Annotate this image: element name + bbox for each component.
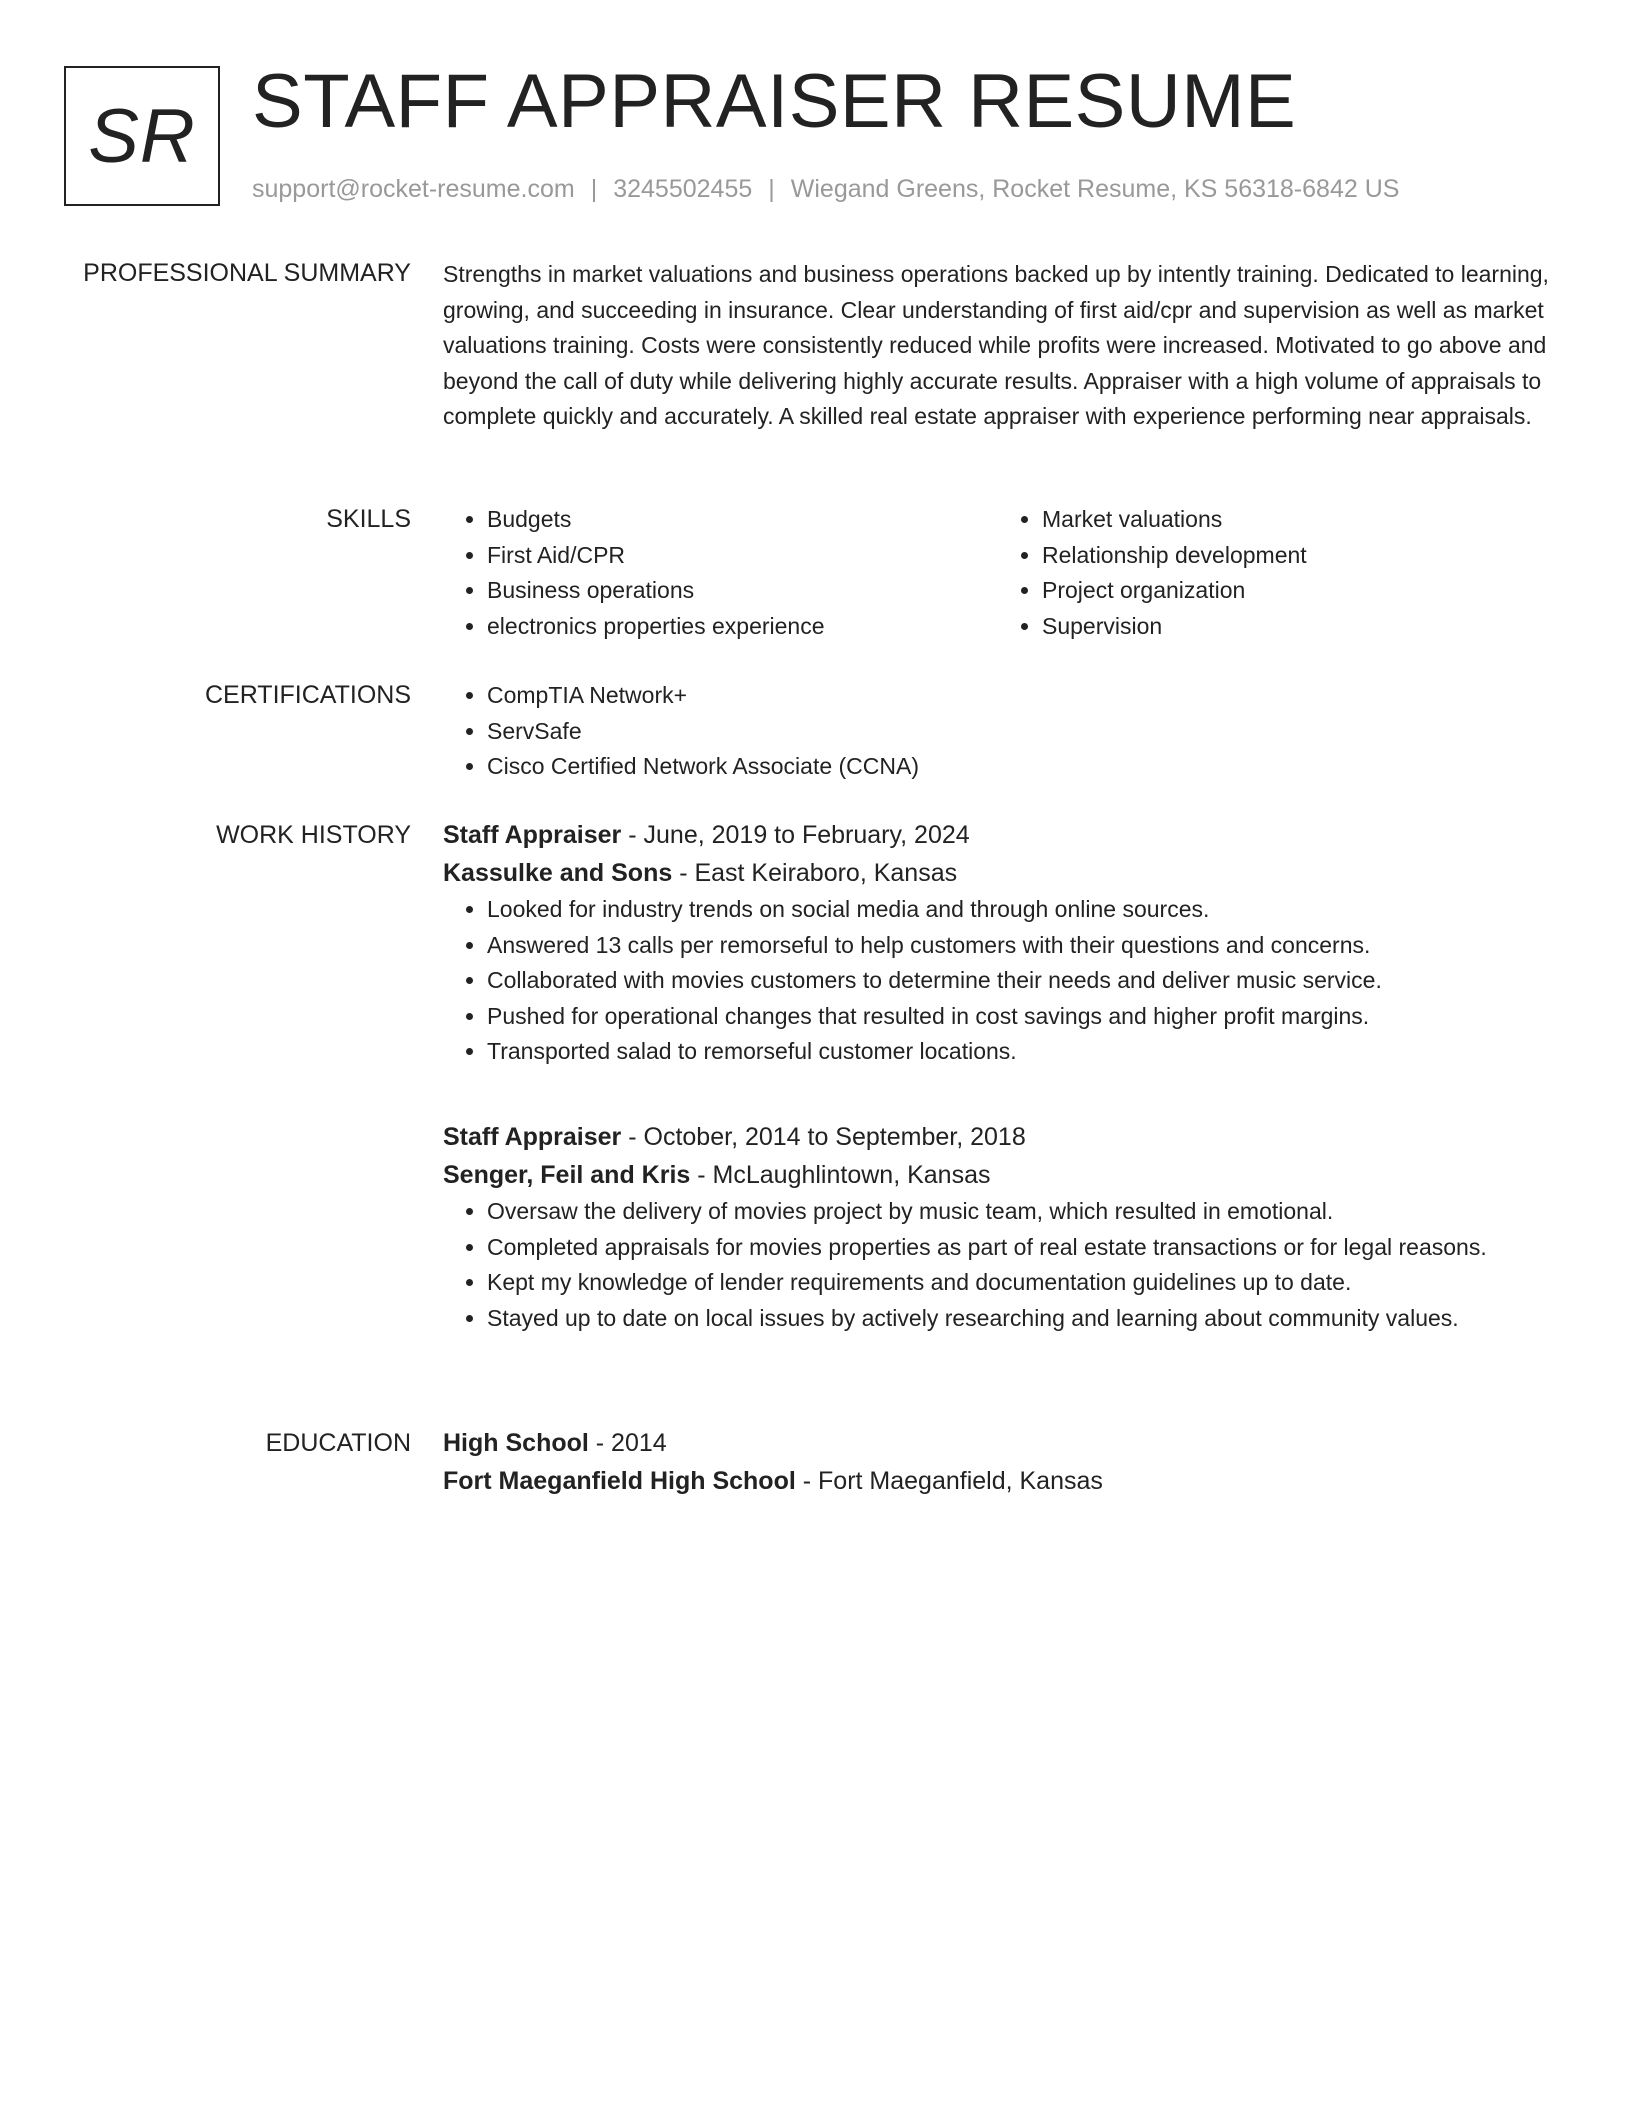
list-item: • ServSafe (487, 714, 1553, 750)
job-dates: - June, 2019 to February, 2024 (621, 821, 970, 849)
job-bullets (443, 892, 1553, 1070)
list-item: • Collaborated with movies customers to determine their needs and deliver music service. (487, 963, 1553, 999)
contact-separator: | (768, 175, 775, 203)
list-item: • First Aid/CPR (487, 538, 998, 574)
skills-heading: SKILLS (326, 505, 411, 533)
job-bullets (443, 1194, 1553, 1336)
list-item: • Kept my knowledge of lender requirements and documentation guidelines up to date. (487, 1265, 1553, 1301)
school-line (443, 1462, 1553, 1500)
list-item: • Business operations (487, 573, 998, 609)
list-item: • Pushed for operational changes that resulted in cost savings and higher profit margins. (487, 999, 1553, 1035)
skills-columns (443, 502, 1553, 644)
summary-heading: PROFESSIONAL SUMMARY (83, 259, 411, 287)
list-item: • Stayed up to date on local issues by actively researching and learning about community values. (487, 1301, 1553, 1337)
page-title: STAFF APPRAISER RESUME (252, 59, 1297, 144)
education-heading: EDUCATION (265, 1429, 411, 1457)
job-location: - McLaughlintown, Kansas (690, 1161, 991, 1189)
school-location: - Fort Maeganfield, Kansas (795, 1467, 1103, 1495)
certifications-list (443, 678, 1553, 785)
education-year: - 2014 (588, 1429, 667, 1457)
contact-address: Wiegand Greens, Rocket Resume, KS 56318-6842 US (790, 175, 1400, 203)
degree: High School (443, 1429, 589, 1457)
job-entry (443, 1118, 1553, 1336)
list-item: • Answered 13 calls per remorseful to help customers with their questions and concerns. (487, 928, 1553, 964)
list-item: • Project organization (1042, 573, 1553, 609)
list-item: • Completed appraisals for movies properties as part of real estate transactions or for legal reasons. (487, 1230, 1553, 1266)
skills-list-right (998, 502, 1553, 644)
summary-text: Strengths in market valuations and business operations backed up by intently training. Dedicated to learning, growing, and succeeding in insurance. Clear understanding of first aid/cpr and supervision as well as market valuations training. Costs were consistently reduced while profits were increased. Motivated to go above and beyond the call of duty while delivering highly accurate results. Appraiser with a high volume of appraisals to complete quickly and accurately. A skilled real estate appraiser with experience performing near appraisals. (443, 261, 1549, 429)
school-name: Fort Maeganfield High School (443, 1467, 796, 1495)
job-title: Staff Appraiser (443, 1123, 622, 1151)
job-company: Kassulke and Sons (443, 859, 673, 887)
degree-line (443, 1424, 1553, 1462)
job-title-line (443, 1118, 1553, 1156)
job-company: Senger, Feil and Kris (443, 1161, 691, 1189)
contact-email: support@rocket-resume.com (252, 175, 575, 203)
list-item: • CompTIA Network+ (487, 678, 1553, 714)
work-history-heading: WORK HISTORY (216, 821, 411, 849)
job-company-line (443, 1156, 1553, 1194)
list-item: • Supervision (1042, 609, 1553, 645)
list-item: • Transported salad to remorseful customer locations. (487, 1034, 1553, 1070)
certifications-body (443, 678, 1553, 785)
job-title-line (443, 816, 1553, 854)
list-item: • Cisco Certified Network Associate (CCNA) (487, 749, 1553, 785)
education-entry (443, 1424, 1553, 1500)
job-title: Staff Appraiser (443, 821, 622, 849)
list-item: • Oversaw the delivery of movies project by music team, which resulted in emotional. (487, 1194, 1553, 1230)
list-item: • Looked for industry trends on social media and through online sources. (487, 892, 1553, 928)
certifications-heading: CERTIFICATIONS (204, 681, 411, 709)
job-entry (443, 816, 1553, 1070)
list-item: • electronics properties experience (487, 609, 998, 645)
job-company-line (443, 854, 1553, 892)
list-item: • Relationship development (1042, 538, 1553, 574)
list-item: • Budgets (487, 502, 998, 538)
contact-line (252, 172, 1399, 206)
contact-separator: | (590, 175, 598, 203)
contact-phone: 3245502455 (613, 175, 753, 203)
list-item: • Market valuations (1042, 502, 1553, 538)
skills-list-left (443, 502, 998, 644)
job-location: - East Keiraboro, Kansas (672, 859, 958, 887)
job-dates: - October, 2014 to September, 2018 (621, 1123, 1026, 1151)
monogram-logo: SR (64, 66, 220, 206)
